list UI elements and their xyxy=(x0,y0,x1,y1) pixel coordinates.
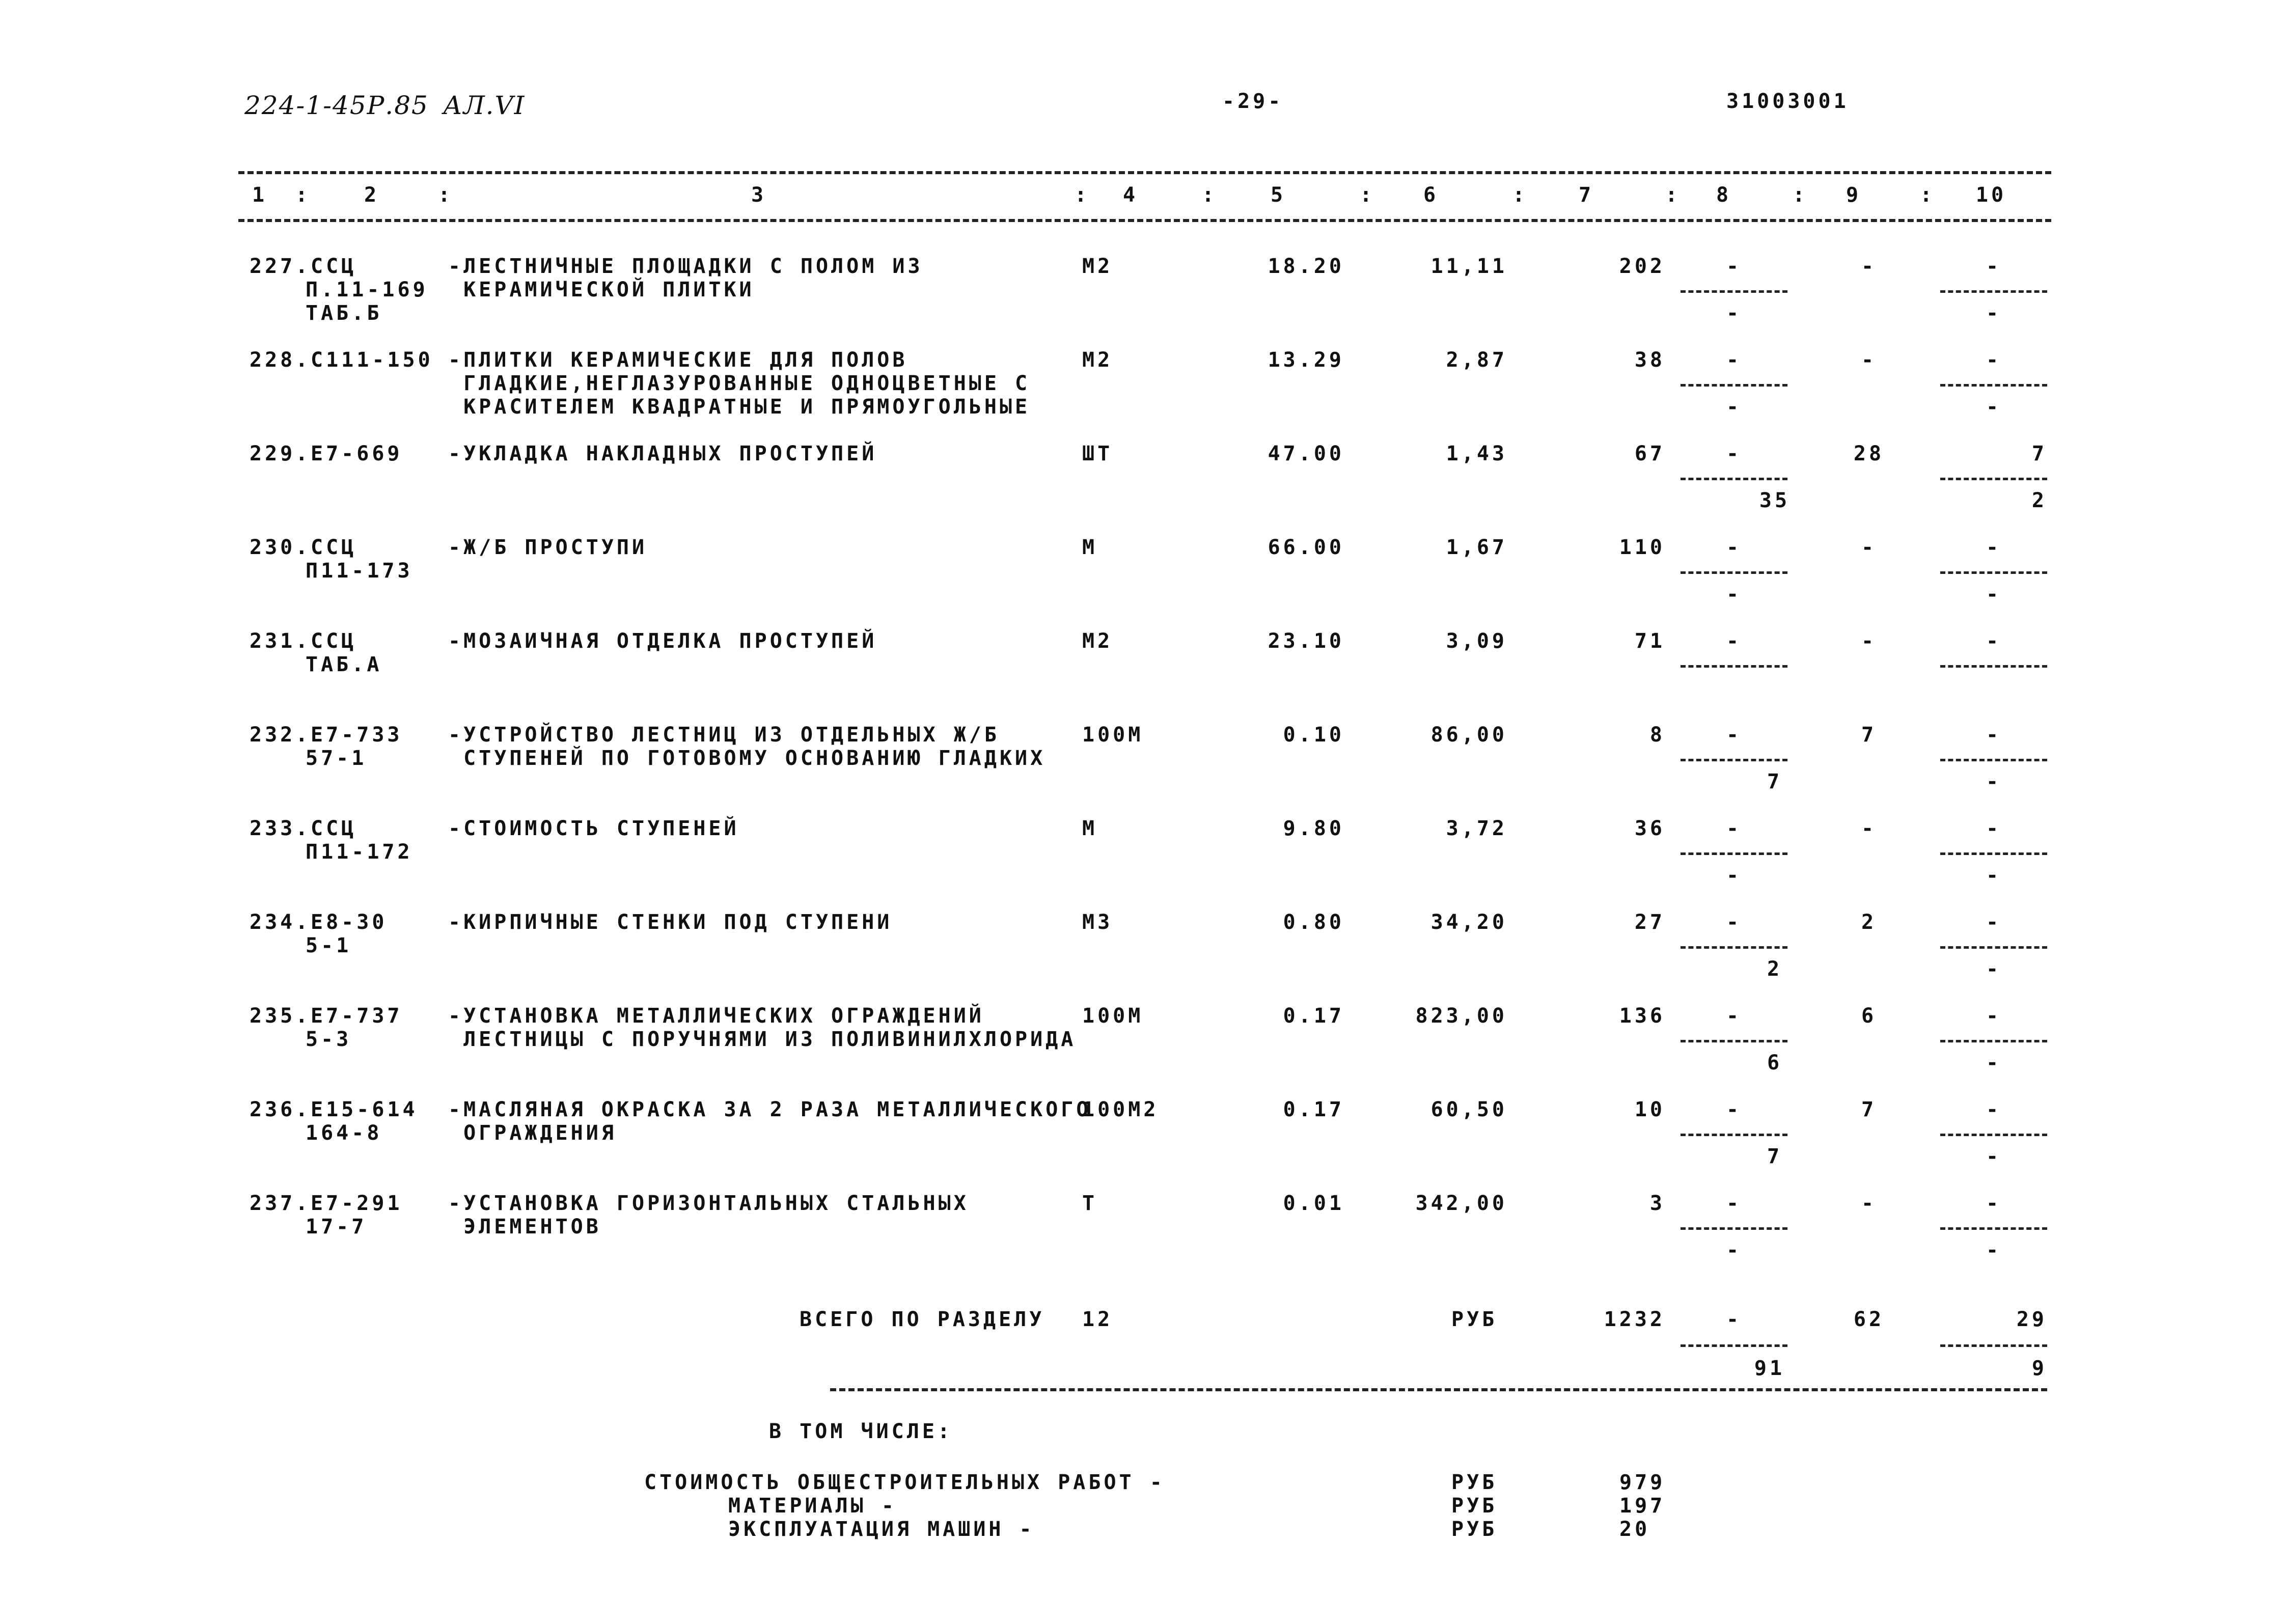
row-col8-rule xyxy=(1681,665,1787,668)
row-col10-top: - xyxy=(1986,255,2002,278)
row-col9: 6 xyxy=(1861,1004,1877,1028)
header-separator: : xyxy=(1793,183,1808,207)
row-description-line: СТУПЕНЕЙ ПО ГОТОВОМУ ОСНОВАНИЮ ГЛАДКИХ xyxy=(448,747,1046,770)
header-separators: : xyxy=(295,183,311,207)
row-col10-bottom: - xyxy=(1986,301,2002,325)
breakdown-value-works: 979 xyxy=(1619,1471,1666,1494)
row-unit: ШТ xyxy=(1082,442,1113,465)
document-code: 224-1-45Р.85 xyxy=(244,91,429,120)
row-total: 136 xyxy=(1619,1004,1665,1028)
row-unit: 100М xyxy=(1082,1004,1144,1028)
row-col10-bottom: - xyxy=(1986,395,2002,419)
row-col8-top: - xyxy=(1726,1004,1742,1028)
row-unit: 100М xyxy=(1082,723,1144,747)
totals-col8-rule xyxy=(1681,1344,1787,1347)
row-description-line: ЭЛЕМЕНТОВ xyxy=(448,1215,601,1238)
row-description-line: ЛЕСТНИЦЫ С ПОРУЧНЯМИ ИЗ ПОЛИВИНИЛХЛОРИДА xyxy=(448,1028,1077,1051)
row-description-line: -Ж/Б ПРОСТУПИ xyxy=(448,536,648,559)
breakdown-value-machines: 20 xyxy=(1619,1518,1650,1541)
row-unit-price: 2,87 xyxy=(1446,348,1507,372)
row-description-line: -УСТАНОВКА ГОРИЗОНТАЛЬНЫХ СТАЛЬНЫХ xyxy=(448,1192,969,1215)
row-col10-bottom: - xyxy=(1986,770,2002,793)
breakdown-label-materials: МАТЕРИАЛЫ - xyxy=(728,1494,897,1518)
row-col10-top: - xyxy=(1986,629,2002,653)
totals-count: 12 xyxy=(1082,1308,1113,1331)
row-number: 237. xyxy=(250,1192,311,1215)
row-code-line: ССЦ xyxy=(311,629,357,653)
row-code-line: ССЦ xyxy=(311,536,357,559)
row-description-line: -МОЗАИЧНАЯ ОТДЕЛКА ПРОСТУПЕЙ xyxy=(448,629,877,653)
row-col8-top: - xyxy=(1726,1098,1742,1121)
row-col10-top: - xyxy=(1986,536,2002,559)
row-col10-rule xyxy=(1940,290,2047,293)
row-description-line: -КИРПИЧНЫЕ СТЕНКИ ПОД СТУПЕНИ xyxy=(448,911,893,934)
totals-col10-rule xyxy=(1940,1344,2047,1347)
row-col9: - xyxy=(1861,1192,1877,1215)
row-description-line: ОГРАЖДЕНИЯ xyxy=(448,1121,617,1145)
row-unit-price: 823,00 xyxy=(1415,1004,1507,1028)
row-unit: М2 xyxy=(1082,629,1113,653)
row-unit: М2 xyxy=(1082,348,1113,372)
row-col8-top: - xyxy=(1726,1192,1742,1215)
row-col8-bottom: 35 xyxy=(1759,489,1791,512)
row-quantity: 47.00 xyxy=(1268,442,1344,465)
row-col10-rule xyxy=(1940,946,2047,949)
row-unit: М3 xyxy=(1082,911,1113,934)
row-unit: 100М2 xyxy=(1082,1098,1159,1121)
row-col8-rule xyxy=(1681,946,1787,949)
row-code-line: П11-173 xyxy=(306,559,413,583)
row-col9: - xyxy=(1861,536,1877,559)
row-col8-rule xyxy=(1681,852,1787,855)
row-col9: - xyxy=(1861,817,1877,840)
row-total: 202 xyxy=(1619,255,1665,278)
row-quantity: 0.01 xyxy=(1283,1192,1344,1215)
totals-col10-top: 29 xyxy=(2016,1308,2047,1331)
header-separator: : xyxy=(1920,183,1936,207)
row-code-line: С111-150 xyxy=(311,348,433,372)
header-col-5: 5 xyxy=(1270,183,1286,207)
row-unit-price: 60,50 xyxy=(1430,1098,1507,1121)
row-col10-top: - xyxy=(1986,1098,2002,1121)
row-col10-rule xyxy=(1940,852,2047,855)
header-separator: : xyxy=(1075,183,1090,207)
row-col9: - xyxy=(1861,629,1877,653)
row-quantity: 9.80 xyxy=(1283,817,1344,840)
row-code-line: Е8-30 xyxy=(311,911,388,934)
row-code-line: 5-1 xyxy=(306,934,352,957)
row-code-line: Е7-669 xyxy=(311,442,403,465)
row-code-line: 57-1 xyxy=(306,747,367,770)
row-number: 228. xyxy=(250,348,311,372)
page-number: -29- xyxy=(1222,90,1284,113)
row-code-line: Е15-614 xyxy=(311,1098,418,1121)
header-separator: : xyxy=(1360,183,1375,207)
row-total: 67 xyxy=(1634,442,1665,465)
breakdown-label-works: СТОИМОСТЬ ОБЩЕСТРОИТЕЛЬНЫХ РАБОТ - xyxy=(644,1471,1165,1494)
row-col9: - xyxy=(1861,255,1877,278)
row-description-line: КРАСИТЕЛЕМ КВАДРАТНЫЕ И ПРЯМОУГОЛЬНЫЕ xyxy=(448,395,1031,419)
row-col10-bottom: - xyxy=(1986,1051,2002,1075)
row-col10-rule xyxy=(1940,665,2047,668)
row-col10-rule xyxy=(1940,1040,2047,1042)
row-unit-price: 342,00 xyxy=(1415,1192,1507,1215)
row-col10-top: - xyxy=(1986,1192,2002,1215)
row-quantity: 0.10 xyxy=(1283,723,1344,747)
row-quantity: 66.00 xyxy=(1268,536,1344,559)
row-number: 235. xyxy=(250,1004,311,1028)
row-unit-price: 3,09 xyxy=(1446,629,1507,653)
totals-col8-bottom: 91 xyxy=(1754,1357,1785,1380)
row-col10-rule xyxy=(1940,1227,2047,1230)
row-col10-rule xyxy=(1940,1134,2047,1136)
header-col-7: 7 xyxy=(1578,183,1594,207)
row-description-line: -ПЛИТКИ КЕРАМИЧЕСКИЕ ДЛЯ ПОЛОВ xyxy=(448,348,908,372)
row-code-line: Е7-291 xyxy=(311,1192,403,1215)
header-col-4: 4 xyxy=(1122,183,1139,207)
row-col8-bottom: - xyxy=(1726,395,1742,419)
row-code-line: ССЦ xyxy=(311,817,357,840)
breakdown-unit-machines: РУБ xyxy=(1451,1518,1498,1541)
row-quantity: 0.17 xyxy=(1283,1098,1344,1121)
row-quantity: 0.17 xyxy=(1283,1004,1344,1028)
breakdown-heading: В ТОМ ЧИСЛЕ: xyxy=(769,1420,953,1443)
row-col10-rule xyxy=(1940,478,2047,480)
row-unit: М2 xyxy=(1082,255,1113,278)
row-code-line: П.11-169 xyxy=(306,278,428,301)
header-separator: : xyxy=(438,183,454,207)
row-col8-rule xyxy=(1681,1227,1787,1230)
row-total: 10 xyxy=(1634,1098,1665,1121)
row-description-line: -УКЛАДКА НАКЛАДНЫХ ПРОСТУПЕЙ xyxy=(448,442,877,465)
header-col-2: 2 xyxy=(364,183,380,207)
header-col-10: 10 xyxy=(1975,183,2007,207)
document-id: 31003001 xyxy=(1726,90,1849,113)
row-description-line: -УСТРОЙСТВО ЛЕСТНИЦ ИЗ ОТДЕЛЬНЫХ Ж/Б xyxy=(448,723,1000,747)
album-label: АЛ.VI xyxy=(443,91,526,120)
breakdown-unit-materials: РУБ xyxy=(1451,1494,1498,1518)
row-col8-rule xyxy=(1681,571,1787,574)
row-number: 236. xyxy=(250,1098,311,1121)
row-code-line: ССЦ xyxy=(311,255,357,278)
row-code-line: 5-3 xyxy=(306,1028,352,1051)
row-col10-bottom: - xyxy=(1986,864,2002,887)
row-number: 231. xyxy=(250,629,311,653)
totals-label: ВСЕГО ПО РАЗДЕЛУ xyxy=(800,1308,1045,1331)
row-description-line: ГЛАДКИЕ,НЕГЛАЗУРОВАННЫЕ ОДНОЦВЕТНЫЕ С xyxy=(448,372,1031,395)
row-total: 110 xyxy=(1619,536,1665,559)
row-col8-top: - xyxy=(1726,348,1742,372)
row-col8-bottom: - xyxy=(1726,1238,1742,1262)
row-number: 233. xyxy=(250,817,311,840)
row-col9: 7 xyxy=(1861,723,1877,747)
row-col10-bottom: - xyxy=(1986,583,2002,606)
row-col10-top: - xyxy=(1986,723,2002,747)
totals-rule xyxy=(830,1388,2047,1391)
row-col8-bottom: - xyxy=(1726,864,1742,887)
row-total: 71 xyxy=(1634,629,1665,653)
header-separator: : xyxy=(1202,183,1218,207)
row-col10-top: - xyxy=(1986,817,2002,840)
row-col8-bottom: 7 xyxy=(1767,1145,1783,1168)
row-col9: 7 xyxy=(1861,1098,1877,1121)
row-quantity: 0.80 xyxy=(1283,911,1344,934)
row-col10-rule xyxy=(1940,759,2047,761)
row-description-line: -МАСЛЯНАЯ ОКРАСКА ЗА 2 РАЗА МЕТАЛЛИЧЕСКОГО xyxy=(448,1098,1092,1121)
row-col8-bottom: 6 xyxy=(1767,1051,1783,1075)
row-col8-rule xyxy=(1681,759,1787,761)
header-col-8: 8 xyxy=(1716,183,1732,207)
row-col8-rule xyxy=(1681,290,1787,293)
row-col10-top: - xyxy=(1986,1004,2002,1028)
row-quantity: 13.29 xyxy=(1268,348,1344,372)
row-unit: Т xyxy=(1082,1192,1098,1215)
row-code-line: ТАБ.А xyxy=(306,653,382,676)
row-number: 230. xyxy=(250,536,311,559)
header-separator: : xyxy=(1665,183,1681,207)
header-bottom-rule xyxy=(238,219,2051,222)
row-code-line: ТАБ.Б xyxy=(306,301,382,325)
row-unit-price: 11,11 xyxy=(1430,255,1507,278)
totals-col8-top: - xyxy=(1726,1308,1742,1331)
row-col8-top: - xyxy=(1726,723,1742,747)
row-col10-bottom: - xyxy=(1986,957,2002,981)
header-separator: : xyxy=(1512,183,1528,207)
totals-unit: РУБ xyxy=(1451,1308,1498,1331)
header-top-rule xyxy=(238,171,2051,174)
row-unit-price: 34,20 xyxy=(1430,911,1507,934)
totals-col9: 62 xyxy=(1853,1308,1885,1331)
row-col10-rule xyxy=(1940,571,2047,574)
row-col9: 28 xyxy=(1853,442,1885,465)
totals-col10-bottom: 9 xyxy=(2031,1357,2047,1380)
row-col8-top: - xyxy=(1726,442,1742,465)
breakdown-label-machines: ЭКСПЛУАТАЦИЯ МАШИН - xyxy=(728,1518,1035,1541)
row-col8-rule xyxy=(1681,478,1787,480)
row-number: 227. xyxy=(250,255,311,278)
row-quantity: 23.10 xyxy=(1268,629,1344,653)
row-number: 234. xyxy=(250,911,311,934)
totals-total: 1232 xyxy=(1604,1308,1665,1331)
row-col8-top: - xyxy=(1726,817,1742,840)
header-col-1: 1 xyxy=(252,183,268,207)
breakdown-unit-works: РУБ xyxy=(1451,1471,1498,1494)
row-col10-top: - xyxy=(1986,348,2002,372)
breakdown-value-materials: 197 xyxy=(1619,1494,1666,1518)
row-col9: 2 xyxy=(1861,911,1877,934)
row-unit-price: 1,43 xyxy=(1446,442,1507,465)
row-col8-bottom: 2 xyxy=(1767,957,1783,981)
row-col10-rule xyxy=(1940,384,2047,387)
row-description-line: -УСТАНОВКА МЕТАЛЛИЧЕСКИХ ОГРАЖДЕНИЙ xyxy=(448,1004,984,1028)
row-description-line: -СТОИМОСТЬ СТУПЕНЕЙ xyxy=(448,817,739,840)
row-total: 27 xyxy=(1634,911,1665,934)
row-code-line: Е7-733 xyxy=(311,723,403,747)
header-col-6: 6 xyxy=(1423,183,1439,207)
row-col8-top: - xyxy=(1726,536,1742,559)
row-unit-price: 3,72 xyxy=(1446,817,1507,840)
header-col-3: 3 xyxy=(751,183,767,207)
header-col-9: 9 xyxy=(1846,183,1862,207)
row-col8-top: - xyxy=(1726,629,1742,653)
row-col8-rule xyxy=(1681,384,1787,387)
row-total: 38 xyxy=(1634,348,1665,372)
row-col8-bottom: - xyxy=(1726,301,1742,325)
row-number: 229. xyxy=(250,442,311,465)
row-unit-price: 1,67 xyxy=(1446,536,1507,559)
row-number: 232. xyxy=(250,723,311,747)
row-col8-top: - xyxy=(1726,911,1742,934)
row-code-line: П11-172 xyxy=(306,840,413,864)
row-col10-bottom: 2 xyxy=(2031,489,2047,512)
row-col8-rule xyxy=(1681,1040,1787,1042)
row-col10-top: 7 xyxy=(2031,442,2047,465)
row-description-line: КЕРАМИЧЕСКОЙ ПЛИТКИ xyxy=(448,278,755,301)
row-col8-top: - xyxy=(1726,255,1742,278)
row-col10-bottom: - xyxy=(1986,1238,2002,1262)
row-quantity: 18.20 xyxy=(1268,255,1344,278)
row-col10-top: - xyxy=(1986,911,2002,934)
row-description-line: -ЛЕСТНИЧНЫЕ ПЛОЩАДКИ С ПОЛОМ ИЗ xyxy=(448,255,923,278)
row-col8-bottom: 7 xyxy=(1767,770,1783,793)
row-total: 8 xyxy=(1649,723,1665,747)
row-code-line: 17-7 xyxy=(306,1215,367,1238)
row-unit: М xyxy=(1082,536,1098,559)
row-code-line: 164-8 xyxy=(306,1121,382,1145)
row-col9: - xyxy=(1861,348,1877,372)
row-total: 3 xyxy=(1649,1192,1665,1215)
row-code-line: Е7-737 xyxy=(311,1004,403,1028)
row-col8-rule xyxy=(1681,1134,1787,1136)
row-col8-bottom: - xyxy=(1726,583,1742,606)
row-total: 36 xyxy=(1634,817,1665,840)
row-col10-bottom: - xyxy=(1986,1145,2002,1168)
row-unit: М xyxy=(1082,817,1098,840)
row-unit-price: 86,00 xyxy=(1430,723,1507,747)
